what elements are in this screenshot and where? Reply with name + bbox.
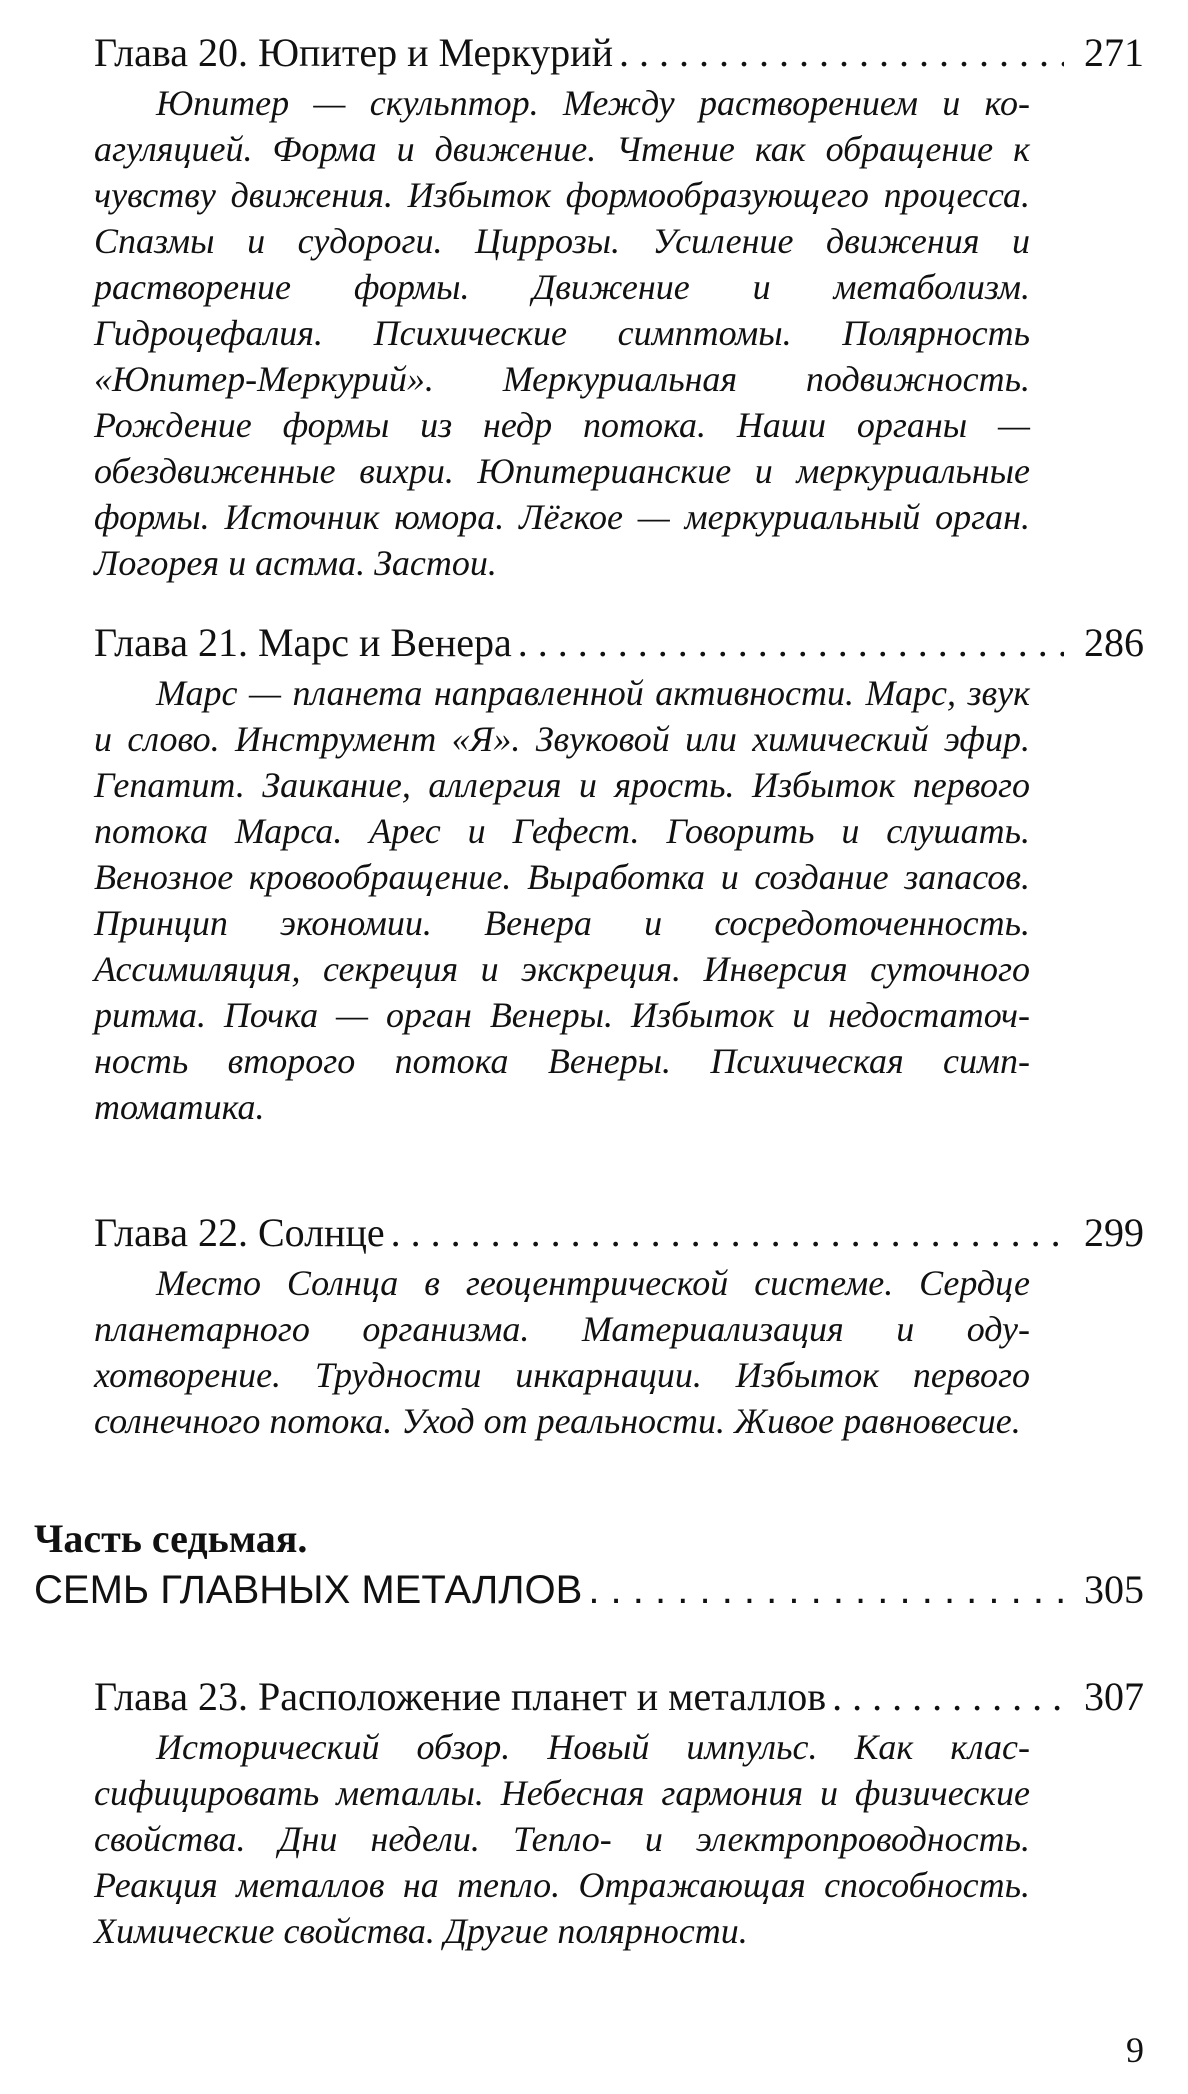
- chapter-page-number: 271: [1084, 30, 1144, 75]
- chapter-page-number: 307: [1084, 1674, 1144, 1719]
- chapter-title: Глава 22. Солнце: [94, 1210, 385, 1255]
- dot-leader: [582, 1564, 1064, 1616]
- chapter-heading-line: [94, 1208, 1144, 1258]
- chapter-description: Место Солнца в геоцентрической системе. Сердце планетарного организма. Материализация и одухотворение. Трудности инкарнации. Избыток первого солнечного потока. Уход от реальности. Живое равновесие.: [94, 1263, 1030, 1441]
- toc-entry-chapter-20: [94, 28, 1144, 622]
- chapter-page-number: 286: [1084, 620, 1144, 665]
- toc-entry-chapter-21: [94, 618, 1144, 1166]
- dot-leader: [826, 1672, 1064, 1722]
- chapter-description: Марс — планета направленной активности. Марс, звук и слово. Инструмент «Я». Звуковой или химический эфир. Гепатит. Заикание, аллергия и ярость. Избыток первого потока Марса. Арес и Гефест. Говорить и слушать. Венозное кровообращение. Выработка и создание запасов. Принцип экономии. Венера и сосредоточенность. Ассимиляция, секреция и экскреция. Инверсия суточного ритма. Почка — орган Венеры. Избыток и недостаточность второго потока Венеры. Психическая симптоматика.: [94, 673, 1030, 1127]
- chapter-heading-line: [94, 28, 1144, 78]
- toc-part-seven: [34, 1514, 1144, 1616]
- part-title: СЕМЬ ГЛАВНЫХ МЕТАЛЛОВ: [34, 1568, 583, 1612]
- page-folio-number: 9: [1126, 2030, 1144, 2070]
- dot-leader: [613, 28, 1064, 78]
- chapter-title: Глава 23. Расположение планет и металлов: [94, 1674, 827, 1719]
- dot-leader: [385, 1208, 1064, 1258]
- chapter-description: Юпитер — скульптор. Между растворением и коагуляцией. Форма и движение. Чтение как обращение к чувству движения. Избыток формообразующего процесса. Спазмы и судороги. Циррозы. Усиление движения и растворение формы. Движение и метаболизм. Гидроцефалия. Психические симптомы. Полярность «Юпитер-Меркурий». Меркуриальная подвижность. Рождение формы из недр потока. Наши органы — обездвиженные вихри. Юпитерианские и меркуриальные формы. Источник юмора. Лёгкое — меркуриальный орган. Логорея и астма. Застои.: [94, 83, 1030, 583]
- toc-entry-chapter-23: [94, 1672, 1144, 1990]
- chapter-heading-line: [94, 1672, 1144, 1722]
- chapter-heading-line: [94, 618, 1144, 668]
- part-heading-line: [34, 1564, 1144, 1616]
- dot-leader: [512, 618, 1064, 668]
- chapter-title: Глава 20. Юпитер и Меркурий: [94, 30, 613, 75]
- toc-entry-chapter-22: [94, 1208, 1144, 1480]
- part-page-number: 305: [1084, 1567, 1144, 1612]
- part-label: Часть седьмая.: [34, 1516, 308, 1561]
- chapter-description: Исторический обзор. Новый импульс. Как классифицировать металлы. Небесная гармония и физические свойства. Дни недели. Тепло- и электропроводность. Реакция металлов на тепло. Отражающая способность. Химические свойства. Другие полярности.: [94, 1727, 1030, 1951]
- chapter-page-number: 299: [1084, 1210, 1144, 1255]
- chapter-title: Глава 21. Марс и Венера: [94, 620, 512, 665]
